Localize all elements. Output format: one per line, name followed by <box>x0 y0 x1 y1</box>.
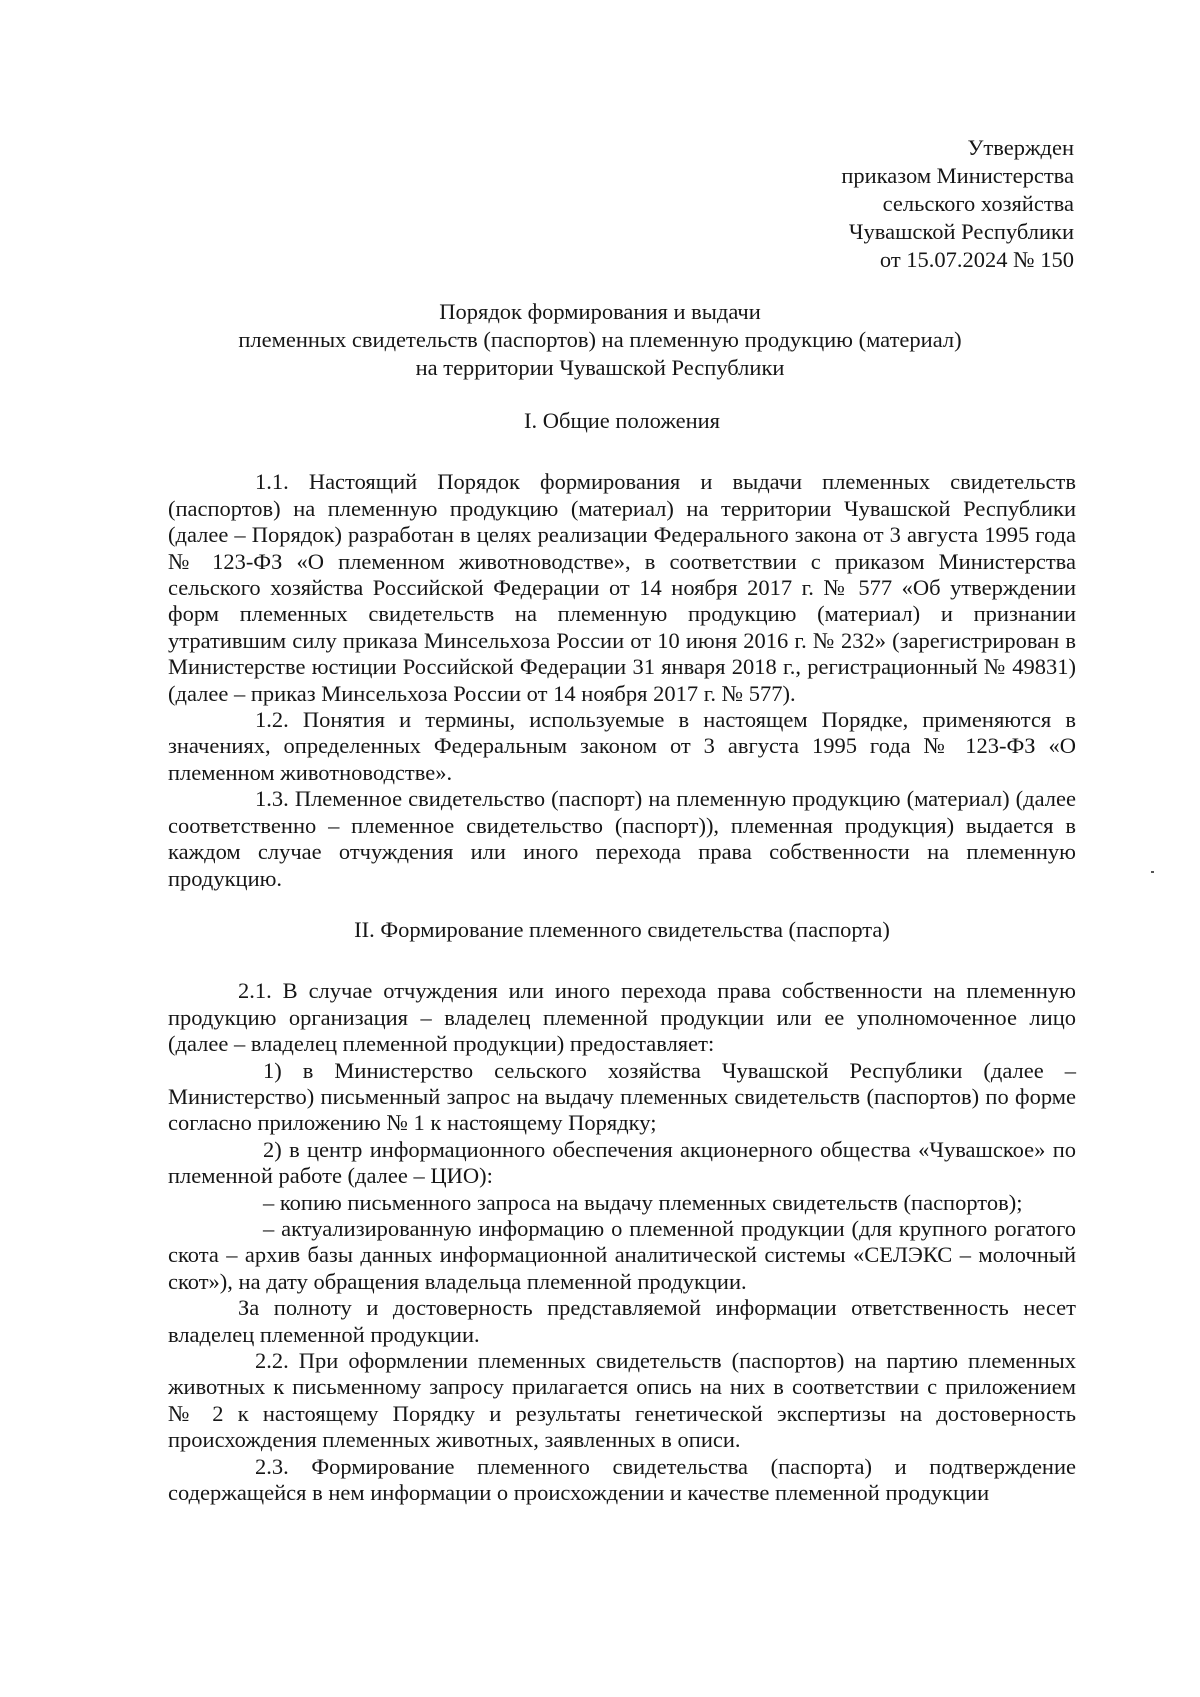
document-title <box>0 298 1200 382</box>
paragraph-2-1: 2.1. В случае отчуждения или иного перехода права собственности на племенную продукцию организация – владелец племенной продукции или ее уполномоченное лицо (далее – владелец племенной продукции) предоставляет: <box>168 978 1076 1057</box>
scan-artifact <box>1151 871 1154 873</box>
section-heading-formation: II. Формирование племенного свидетельства (паспорта) <box>354 916 890 942</box>
paragraph-1-3: 1.3. Племенное свидетельство (паспорт) на племенную продукцию (материал) (далее соответственно – племенное свидетельство (паспорт)), племенная продукция) выдается в каждом случае отчуждения или иного перехода права собственности на племенную продукцию. <box>168 786 1076 891</box>
document-body <box>168 408 1076 1506</box>
approval-line: от 15.07.2024 № 150 <box>879 247 1074 272</box>
title-line: на территории Чувашской Республики <box>415 355 785 380</box>
title-line: племенных свидетельств (паспортов) на племенную продукцию (материал) <box>238 327 962 352</box>
approval-line: приказом Министерства <box>841 163 1074 188</box>
list-item-2: 2) в центр информационного обеспечения акционерного общества «Чувашское» по племенной работе (далее – ЦИО): <box>168 1136 1076 1189</box>
dash-item-1: – копию письменного запроса на выдачу племенных свидетельств (паспортов); <box>263 1189 1023 1215</box>
paragraph-1-2: 1.2. Понятия и термины, используемые в настоящем Порядке, применяются в значениях, определенных Федеральным законом от 3 августа 1995 года № 123-ФЗ «О племенном животноводстве». <box>168 707 1076 785</box>
paragraph-1-1: 1.1. Настоящий Порядок формирования и выдачи племенных свидетельств (паспортов) на племенную продукцию (материал) на территории Чувашской Республики (далее – Порядок) разработан в целях реализации Федерального закона от 3 августа 1995 года № 123-ФЗ «О племенном животноводстве», в соответствии с приказом Министерства сельского хозяйства Российской Федерации от 14 ноября 2017 г. № 577 «Об утверждении форм племенных свидетельств на племенную продукцию (материал) и признании утратившим силу приказа Минсельхоза России от 10 июня 2016 г. № 232» (зарегистрирован в Министерстве юстиции Российской Федерации 31 января 2018 г., регистрационный № 49831) (далее – приказ Минсельхоза России от 14 ноября 2017 г. № 577). <box>168 469 1076 706</box>
approval-block <box>841 134 1074 274</box>
paragraph-2-3: 2.3. Формирование племенного свидетельства (паспорта) и подтверждение содержащейся в нем информации о происхождении и качестве племенной продукции <box>168 1453 1076 1506</box>
paragraph-2-2: 2.2. При оформлении племенных свидетельств (паспортов) на партию племенных животных к письменному запросу прилагается опись на них в соответствии с приложением № 2 к настоящему Порядку и результаты генетической экспертизы на достоверность происхождения племенных животных, заявленных в описи. <box>168 1348 1076 1453</box>
responsibility-paragraph: За полноту и достоверность представляемой информации ответственность несет владелец племенной продукции. <box>168 1295 1076 1347</box>
approval-line: Утвержден <box>967 135 1074 160</box>
dash-item-2: – актуализированную информацию о племенной продукции (для крупного рогатого скота – архив базы данных информационной аналитической системы «СЕЛЭКС – молочный скот»), на дату обращения владельца племенной продукции. <box>168 1215 1076 1294</box>
approval-line: Чувашской Республики <box>848 219 1074 244</box>
list-item-1: 1) в Министерство сельского хозяйства Чувашской Республики (далее – Министерство) письменный запрос на выдачу племенных свидетельств (паспортов) по форме согласно приложению № 1 к настоящему Порядку; <box>168 1057 1076 1136</box>
approval-line: сельского хозяйства <box>882 191 1074 216</box>
title-line: Порядок формирования и выдачи <box>439 299 761 324</box>
section-heading-general: I. Общие положения <box>524 408 720 433</box>
